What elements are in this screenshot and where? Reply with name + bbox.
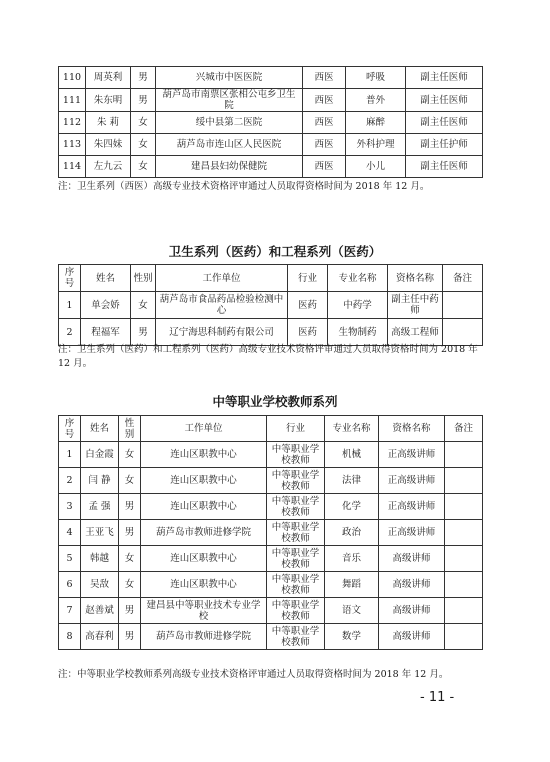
cell-gender: 女 xyxy=(131,292,156,319)
cell-industry: 中等职业学校教师 xyxy=(267,598,325,624)
header-name: 姓名 xyxy=(81,416,119,442)
table-row xyxy=(59,494,483,520)
cell-qualification: 正高级讲师 xyxy=(379,468,445,494)
cell-remark xyxy=(445,520,483,546)
cell-major: 政治 xyxy=(325,520,379,546)
cell-name: 左九云 xyxy=(86,156,131,178)
cell-unit: 绥中县第二医院 xyxy=(156,112,303,134)
cell-name: 白金霞 xyxy=(81,442,119,468)
cell-remark xyxy=(445,546,483,572)
cell-no: 112 xyxy=(59,112,86,134)
table3-title: 中等职业学校教师系列 xyxy=(212,394,338,409)
cell-unit: 辽宁海思科制药有限公司 xyxy=(156,319,288,346)
cell-no: 1 xyxy=(59,442,81,468)
header-major: 专业名称 xyxy=(325,416,379,442)
cell-unit: 建昌县中等职业技术专业学校 xyxy=(141,598,267,624)
cell-name: 朱东明 xyxy=(86,89,131,112)
table2-note: 注：卫生系列（医药）和工程系列（医药）高级专业技术资格评审通过人员取得资格时间为 2018 年 12 月。 xyxy=(58,344,478,369)
cell-gender: 男 xyxy=(119,520,141,546)
header-unit: 工作单位 xyxy=(156,265,288,292)
header-qualification: 资格名称 xyxy=(379,416,445,442)
cell-industry: 中等职业学校教师 xyxy=(267,468,325,494)
cell-gender: 男 xyxy=(119,494,141,520)
cell-qualification: 高级讲师 xyxy=(379,624,445,650)
cell-no: 7 xyxy=(59,598,81,624)
cell-unit: 建昌县妇幼保健院 xyxy=(156,156,303,178)
cell-qualification: 正高级讲师 xyxy=(379,520,445,546)
cell-qualification: 副主任医师 xyxy=(406,67,483,89)
cell-industry: 西医 xyxy=(303,156,346,178)
table-row xyxy=(59,112,483,134)
cell-no: 2 xyxy=(59,468,81,494)
cell-remark xyxy=(443,292,483,319)
cell-gender: 女 xyxy=(131,112,156,134)
cell-no: 4 xyxy=(59,520,81,546)
cell-gender: 男 xyxy=(131,89,156,112)
cell-no: 114 xyxy=(59,156,86,178)
table-row xyxy=(59,598,483,624)
vocational-teacher-table xyxy=(58,415,483,650)
cell-major: 麻醉 xyxy=(346,112,406,134)
table2-title: 卫生系列（医药）和工程系列（医药） xyxy=(168,244,382,259)
cell-no: 3 xyxy=(59,494,81,520)
cell-qualification: 副主任医师 xyxy=(406,89,483,112)
cell-gender: 男 xyxy=(119,598,141,624)
cell-qualification: 高级讲师 xyxy=(379,546,445,572)
cell-qualification: 高级讲师 xyxy=(379,572,445,598)
cell-industry: 西医 xyxy=(303,67,346,89)
cell-major: 法律 xyxy=(325,468,379,494)
cell-major: 呼吸 xyxy=(346,67,406,89)
cell-unit: 葫芦岛市教师进修学院 xyxy=(141,520,267,546)
cell-unit: 连山区职教中心 xyxy=(141,572,267,598)
cell-name: 程福军 xyxy=(81,319,131,346)
cell-unit: 葫芦岛市南票区张相公屯乡卫生院 xyxy=(156,89,303,112)
table3-note: 注：中等职业学校教师系列高级专业技术资格评审通过人员取得资格时间为 2018 年 12 月。 xyxy=(58,669,449,680)
cell-gender: 女 xyxy=(131,134,156,156)
cell-major: 普外 xyxy=(346,89,406,112)
cell-name: 韩越 xyxy=(81,546,119,572)
cell-unit: 葫芦岛市教师进修学院 xyxy=(141,624,267,650)
cell-name: 高春利 xyxy=(81,624,119,650)
cell-remark xyxy=(445,598,483,624)
cell-name: 王亚飞 xyxy=(81,520,119,546)
cell-major: 化学 xyxy=(325,494,379,520)
table-row xyxy=(59,319,483,346)
header-name: 姓名 xyxy=(81,265,131,292)
header-row xyxy=(59,416,483,442)
cell-major: 小儿 xyxy=(346,156,406,178)
cell-remark xyxy=(445,624,483,650)
cell-qualification: 高级讲师 xyxy=(379,598,445,624)
cell-unit: 葫芦岛市食品药品检验检测中心 xyxy=(156,292,288,319)
cell-industry: 中等职业学校教师 xyxy=(267,546,325,572)
cell-qualification: 副主任护师 xyxy=(406,134,483,156)
medical-western-table xyxy=(58,66,483,178)
cell-major: 机械 xyxy=(325,442,379,468)
cell-no: 111 xyxy=(59,89,86,112)
cell-qualification: 高级工程师 xyxy=(388,319,443,346)
cell-qualification: 正高级讲师 xyxy=(379,494,445,520)
header-gender: 性别 xyxy=(119,416,141,442)
cell-remark xyxy=(445,468,483,494)
cell-remark xyxy=(445,572,483,598)
cell-major: 音乐 xyxy=(325,546,379,572)
cell-industry: 中等职业学校教师 xyxy=(267,624,325,650)
header-remark: 备注 xyxy=(445,416,483,442)
cell-major: 外科护理 xyxy=(346,134,406,156)
cell-gender: 女 xyxy=(119,442,141,468)
header-major: 专业名称 xyxy=(328,265,388,292)
cell-major: 语文 xyxy=(325,598,379,624)
cell-gender: 女 xyxy=(119,468,141,494)
cell-industry: 西医 xyxy=(303,89,346,112)
header-unit: 工作单位 xyxy=(141,416,267,442)
cell-no: 6 xyxy=(59,572,81,598)
cell-industry: 中等职业学校教师 xyxy=(267,520,325,546)
table-row xyxy=(59,468,483,494)
cell-gender: 男 xyxy=(131,67,156,89)
cell-name: 吴敌 xyxy=(81,572,119,598)
table-row xyxy=(59,292,483,319)
cell-qualification: 副主任医师 xyxy=(406,112,483,134)
cell-qualification: 副主任医师 xyxy=(406,156,483,178)
cell-no: 5 xyxy=(59,546,81,572)
header-no: 序号 xyxy=(59,265,81,292)
cell-gender: 男 xyxy=(131,319,156,346)
cell-major: 生物制药 xyxy=(328,319,388,346)
cell-gender: 女 xyxy=(119,572,141,598)
table-row xyxy=(59,67,483,89)
table-row xyxy=(59,442,483,468)
cell-gender: 女 xyxy=(131,156,156,178)
cell-no: 2 xyxy=(59,319,81,346)
cell-no: 113 xyxy=(59,134,86,156)
table-row xyxy=(59,156,483,178)
header-no: 序号 xyxy=(59,416,81,442)
table-row xyxy=(59,134,483,156)
cell-name: 赵善斌 xyxy=(81,598,119,624)
cell-gender: 女 xyxy=(119,546,141,572)
cell-qualification: 正高级讲师 xyxy=(379,442,445,468)
cell-unit: 连山区职教中心 xyxy=(141,546,267,572)
cell-industry: 西医 xyxy=(303,112,346,134)
cell-no: 110 xyxy=(59,67,86,89)
cell-unit: 连山区职教中心 xyxy=(141,468,267,494)
cell-gender: 男 xyxy=(119,624,141,650)
cell-qualification: 副主任中药师 xyxy=(388,292,443,319)
cell-no: 1 xyxy=(59,292,81,319)
cell-unit: 葫芦岛市连山区人民医院 xyxy=(156,134,303,156)
header-qualification: 资格名称 xyxy=(388,265,443,292)
header-gender: 性别 xyxy=(131,265,156,292)
cell-industry: 中等职业学校教师 xyxy=(267,442,325,468)
cell-unit: 兴城市中医医院 xyxy=(156,67,303,89)
cell-major: 数学 xyxy=(325,624,379,650)
cell-name: 孟 强 xyxy=(81,494,119,520)
cell-remark xyxy=(443,319,483,346)
cell-name: 闫 静 xyxy=(81,468,119,494)
table1-note: 注：卫生系列（西医）高级专业技术资格评审通过人员取得资格时间为 2018 年 12 月。 xyxy=(58,181,430,192)
cell-unit: 连山区职教中心 xyxy=(141,494,267,520)
cell-industry: 医药 xyxy=(288,292,328,319)
table-row xyxy=(59,520,483,546)
cell-remark xyxy=(445,442,483,468)
cell-industry: 中等职业学校教师 xyxy=(267,572,325,598)
medicine-engineering-table xyxy=(58,264,483,346)
header-industry: 行业 xyxy=(267,416,325,442)
cell-no: 8 xyxy=(59,624,81,650)
cell-industry: 西医 xyxy=(303,134,346,156)
cell-industry: 中等职业学校教师 xyxy=(267,494,325,520)
table-row xyxy=(59,546,483,572)
cell-major: 舞蹈 xyxy=(325,572,379,598)
cell-name: 周英利 xyxy=(86,67,131,89)
header-row xyxy=(59,265,483,292)
page-number: - 11 - xyxy=(420,690,455,705)
cell-name: 朱四妹 xyxy=(86,134,131,156)
header-remark: 备注 xyxy=(443,265,483,292)
cell-remark xyxy=(445,494,483,520)
table-row xyxy=(59,572,483,598)
cell-industry: 医药 xyxy=(288,319,328,346)
table-row xyxy=(59,624,483,650)
header-industry: 行业 xyxy=(288,265,328,292)
cell-major: 中药学 xyxy=(328,292,388,319)
cell-name: 朱 莉 xyxy=(86,112,131,134)
cell-unit: 连山区职教中心 xyxy=(141,442,267,468)
cell-name: 单会娇 xyxy=(81,292,131,319)
table-row xyxy=(59,89,483,112)
